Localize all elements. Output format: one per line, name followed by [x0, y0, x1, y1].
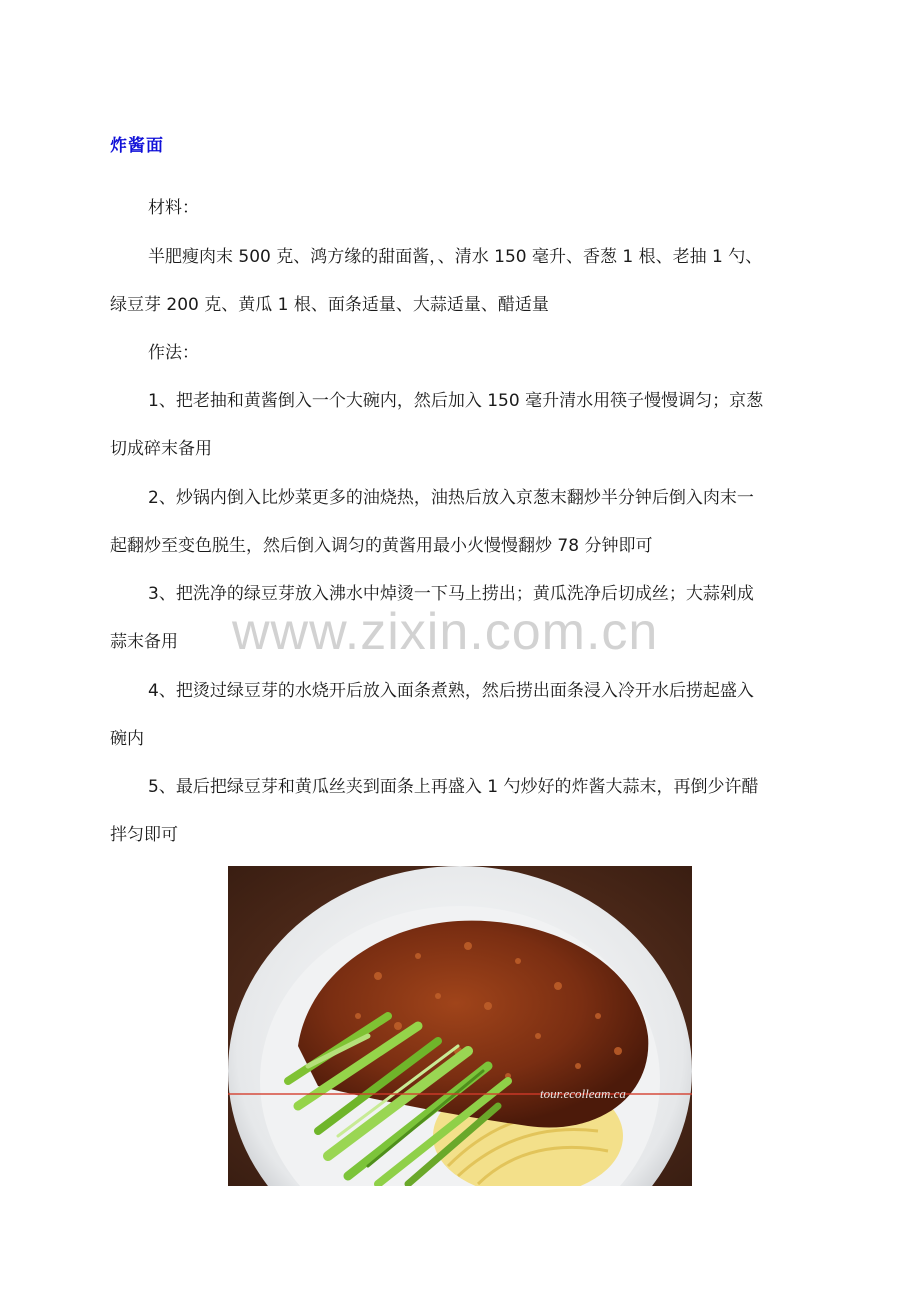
materials-line: 绿豆芽 200 克、黄瓜 1 根、面条适量、大蒜适量、醋适量 [110, 295, 549, 315]
step-5-line2: 拌匀即可 [110, 825, 178, 845]
step-2-line2: 起翻炒至变色脱生，然后倒入调匀的黄酱用最小火慢慢翻炒 78 分钟即可 [110, 536, 653, 556]
step-5-line1: 5、最后把绿豆芽和黄瓜丝夹到面条上再盛入 1 勺炒好的炸酱大蒜末，再倒少许醋 [148, 777, 759, 797]
recipe-title: 炸酱面 [110, 136, 164, 156]
step-1-line2: 切成碎末备用 [110, 439, 212, 459]
materials-heading: 材料： [148, 198, 199, 218]
step-2-line1: 2、炒锅内倒入比炒菜更多的油烧热，油热后放入京葱末翻炒半分钟后倒入肉末一 [148, 488, 754, 508]
step-1-line1: 1、把老抽和黄酱倒入一个大碗内，然后加入 150 毫升清水用筷子慢慢调匀；京葱 [148, 391, 764, 411]
step-3-line1: 3、把洗净的绿豆芽放入沸水中焯烫一下马上捞出；黄瓜洗净后切成丝；大蒜剁成 [148, 584, 754, 604]
step-4-line1: 4、把烫过绿豆芽的水烧开后放入面条煮熟，然后捞出面条浸入冷开水后捞起盛入 [148, 681, 754, 701]
photo-caption-overlay: tour.ecolleam.ca [540, 1086, 626, 1101]
step-4-line2: 碗内 [110, 729, 144, 749]
watermark: www.zixin.com.cn [232, 603, 659, 661]
zhajiangmian-photo [228, 866, 692, 1186]
method-heading: 作法： [148, 343, 199, 363]
materials-line: 半肥瘦肉末 500 克、鸿方缘的甜面酱，、清水 150 毫升、香葱 1 根、老抽 1 勺、 [148, 247, 763, 267]
step-3-line2: 蒜末备用 [110, 632, 178, 652]
